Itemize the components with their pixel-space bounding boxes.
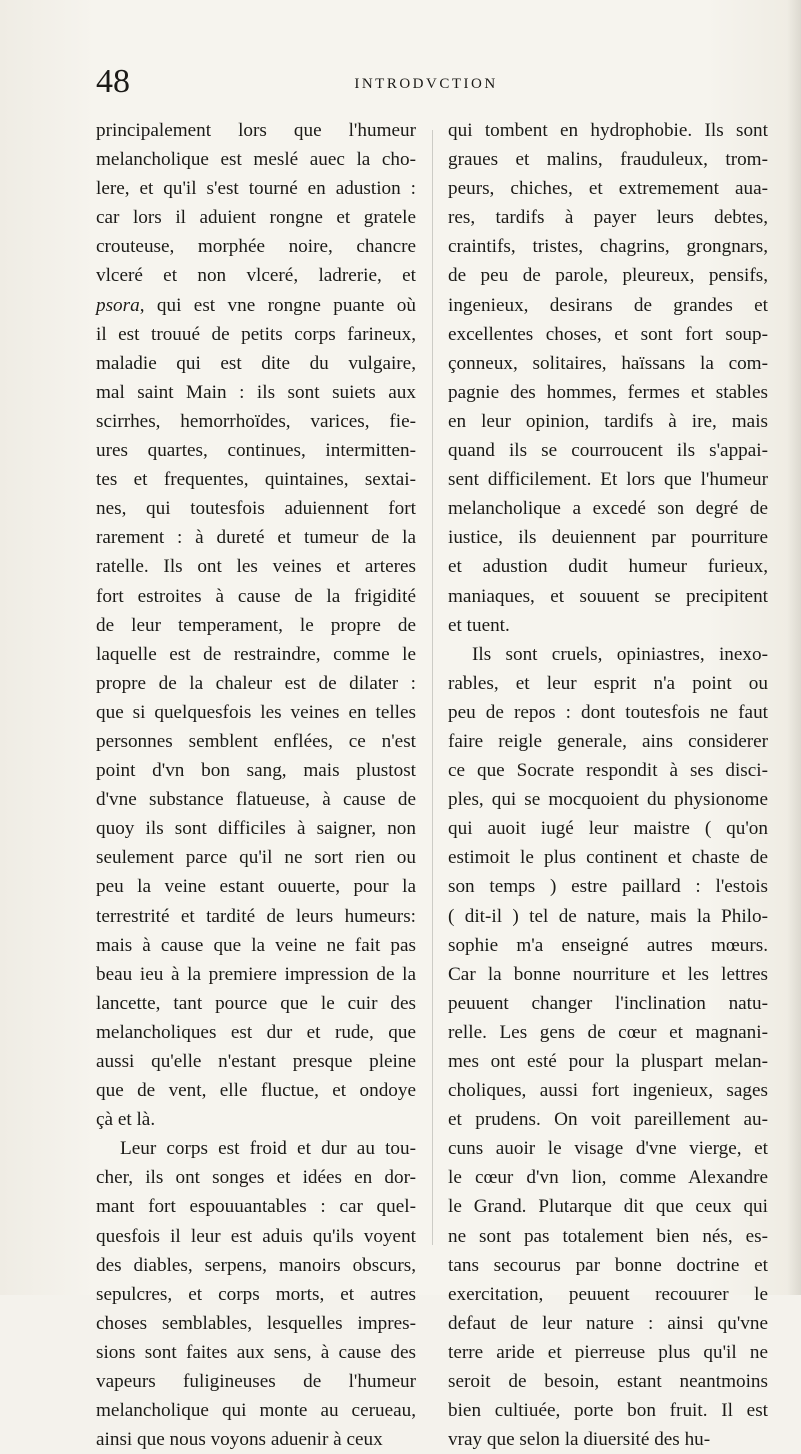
text-line: Leur corps est froid et dur au tou- — [120, 1138, 416, 1160]
text-line: rarement : à dureté et tumeur de la — [96, 527, 416, 549]
text-line: ingenieux, desirans de grandes et — [448, 294, 768, 316]
right-column — [448, 116, 768, 1454]
text-line: crouteuse, morphée noire, chancre — [96, 236, 416, 258]
text-line: pagnie des hommes, fermes et stables — [448, 381, 768, 403]
text-line: beau ieu à la premiere impression de la — [96, 963, 416, 985]
page-header — [96, 62, 756, 110]
text-line: sent difficilement. Et lors que l'humeur — [448, 469, 768, 491]
text-line: Car la bonne nourriture et les lettres — [448, 963, 768, 985]
text-line: rables, et leur esprit n'a point ou — [448, 672, 768, 694]
text-line: des diables, serpens, manoirs obscurs, — [96, 1254, 416, 1276]
column-divider — [432, 130, 433, 1245]
text-line: melancholiques est dur et rude, que — [96, 1021, 416, 1043]
text-line: d'vne substance flatueuse, à cause de — [96, 789, 416, 811]
text-line: il est trouué de petits corps farineux, — [96, 323, 416, 345]
text-line: Ils sont cruels, opiniastres, inexo- — [472, 643, 768, 665]
text-line: ce que Socrate respondit à ses disci- — [448, 760, 768, 782]
text-line: choses semblables, lesquelles impres- — [96, 1312, 416, 1334]
text-line: qui auoit iugé leur maistre ( qu'on — [448, 818, 768, 840]
text-line: et adustion dudit humeur furieux, — [448, 556, 768, 578]
text-line: mes ont esté pour la pluspart melan- — [448, 1051, 768, 1072]
text-line: sepulcres, et corps morts, et autres — [96, 1283, 416, 1305]
text-line: ne sont pas totalement bien nés, es- — [448, 1225, 768, 1247]
text-line: que de vent, elle fluctue, et ondoye — [96, 1080, 416, 1102]
text-line: lere, et qu'il s'est tourné en adustion : — [96, 178, 416, 200]
text-line: seroit de besoin, estant neantmoins — [448, 1371, 768, 1393]
text-line: cher, ils ont songes et idées en dor- — [96, 1167, 416, 1189]
text-line: qui tombent en hydrophobie. Ils sont — [448, 120, 768, 141]
text-line: iustice, ils deuiennent par pourriture — [448, 527, 768, 549]
text-line: point d'vn bon sang, mais plustost — [96, 760, 416, 782]
text-line: scirrhes, hemorrhoïdes, varices, fie- — [96, 410, 416, 432]
text-line: propre de la chaleur est de dilater : — [96, 672, 416, 694]
text-columns — [96, 116, 768, 1451]
text-line: faire reigle generale, ains considerer — [448, 730, 768, 752]
text-line: ratelle. Ils ont les veines et arteres — [96, 556, 416, 578]
page-number: 48 — [96, 63, 130, 100]
text-line: quand ils se courroucent ils s'appai- — [448, 440, 768, 462]
text-line: de leur temperament, le propre de — [96, 614, 416, 636]
text-line: res, tardifs à payer leurs debtes, — [448, 207, 768, 229]
text-line: et tuent. — [448, 614, 510, 636]
text-line: mant fort espouuantables : car quel- — [96, 1196, 416, 1218]
text-line: ples, qui se mocquoient du physionome — [448, 789, 768, 811]
text-line: melancholique est meslé auec la cho- — [96, 149, 416, 171]
text-line: principalement lors que l'humeur — [96, 120, 416, 141]
text-line: melancholique a excedé son degré de — [448, 498, 768, 520]
text-line: maladie qui est dite du vulgaire, — [96, 352, 416, 374]
text-line: peu de repos : dont toutesfois ne faut — [448, 701, 768, 723]
text-line: vlceré et non vlceré, ladrerie, et — [96, 265, 416, 287]
text-line: graues et malins, frauduleux, trom- — [448, 149, 768, 171]
text-line: quoy ils sont difficiles à saigner, non — [96, 818, 416, 840]
text-line: relle. Les gens de cœur et magnani- — [448, 1021, 768, 1043]
text-line: peu la veine estant ouuerte, pour la — [96, 876, 416, 898]
text-line: aussi qu'elle n'estant presque pleine — [96, 1051, 416, 1072]
text-line: bien cultiuée, porte bon fruit. Il est — [448, 1400, 768, 1422]
running-head: INTRODVCTION — [354, 76, 498, 92]
text-line: en leur opinion, tardifs à ire, mais — [448, 410, 768, 432]
text-line: personnes semblent enflées, ce n'est — [96, 730, 416, 752]
text-line: craintifs, tristes, chagrins, grongnars, — [448, 236, 768, 258]
text-line: ainsi que nous voyons aduenir à ceux — [96, 1429, 383, 1451]
text-line: le Grand. Plutarque dit que ceux qui — [448, 1196, 768, 1218]
text-line: estimoit le plus continent et chaste de — [448, 847, 768, 869]
text-line: maniaques, et souuent se precipitent — [448, 585, 768, 607]
text-line: sophie m'a enseigné autres mœurs. — [448, 934, 768, 956]
text-line: defaut de leur nature : ainsi qu'vne — [448, 1312, 768, 1334]
text-line: son temps ) estre paillard : l'estois — [448, 876, 768, 898]
text-line: de peu de parole, pleureux, pensifs, — [448, 265, 768, 287]
text-line: laquelle est de restraindre, comme le — [96, 643, 416, 665]
text-line: terre aride et pierreuse plus qu'il ne — [448, 1341, 768, 1363]
text-line: seulement parce qu'il ne sort rien ou — [96, 847, 416, 869]
text-line: sions sont faites aux sens, à cause des — [96, 1341, 416, 1363]
page-edge-shadow — [787, 0, 801, 1295]
italic-word: psora — [96, 294, 140, 316]
text-line: peuuent changer l'inclination natu- — [448, 992, 768, 1014]
text-line: fort estroites à cause de la frigidité — [96, 585, 416, 607]
text-line: exercitation, peuuent recouurer le — [448, 1283, 768, 1305]
text-line: ures quartes, continues, intermitten- — [96, 440, 416, 462]
text-line: mal saint Main : ils sont suiets aux — [96, 381, 416, 403]
text-line: vapeurs fuligineuses de l'humeur — [96, 1371, 416, 1393]
text-line: que si quelquesfois les veines en telles — [96, 701, 416, 723]
text-line: psora, qui est vne rongne puante où — [96, 294, 416, 316]
text-line: ( dit-il ) tel de nature, mais la Philo- — [448, 905, 768, 927]
text-line: le cœur d'vn lion, comme Alexandre — [448, 1167, 768, 1189]
text-line: cuns auoir le visage d'vne vierge, et — [448, 1138, 768, 1160]
text-line: choliques, aussi fort ingenieux, sages — [448, 1080, 768, 1102]
text-line: mais à cause que la veine ne fait pas — [96, 934, 416, 956]
text-line: lancette, tant pource que le cuir des — [96, 992, 416, 1014]
left-column — [96, 116, 416, 1454]
text-line: tes et frequentes, quintaines, sextai- — [96, 469, 416, 491]
text-line: nes, qui toutesfois aduiennent fort — [96, 498, 416, 520]
text-line: car lors il aduient rongne et gratele — [96, 207, 416, 229]
text-line: vray que selon la diuersité des hu- — [448, 1429, 711, 1451]
text-line: melancholique qui monte au cerueau, — [96, 1400, 416, 1422]
text-line: tans secourus par bonne doctrine et — [448, 1254, 768, 1276]
text-line: peurs, chiches, et extremement aua- — [448, 178, 768, 200]
text-line: çà et là. — [96, 1109, 156, 1131]
text-line: çonneux, solitaires, haïssans la com- — [448, 352, 768, 374]
text-line: terrestrité et tardité de leurs humeurs: — [96, 905, 416, 927]
text-line: et prudens. On voit pareillement au- — [448, 1109, 768, 1131]
text-line: excellentes choses, et sont fort soup- — [448, 323, 768, 345]
text-line: quesfois il leur est aduis qu'ils voyent — [96, 1225, 416, 1247]
